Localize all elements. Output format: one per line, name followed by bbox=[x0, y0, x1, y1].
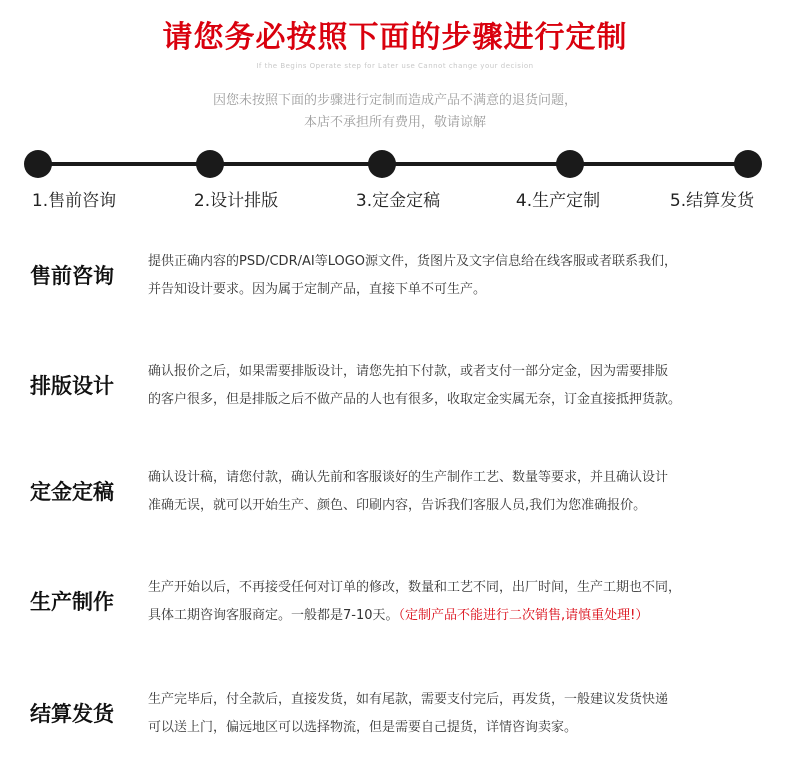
section-line: 并告知设计要求。因为属于定制产品，直接下单不可生产。 bbox=[148, 282, 487, 297]
notice-line-1: 因您未按照下面的步骤进行定制而造成产品不满意的退货问题， bbox=[212, 93, 577, 108]
section-line: 确认报价之后，如果需要排版设计，请您先拍下付款，或者支付一部分定金，因为需要排版 bbox=[148, 364, 669, 379]
section-body bbox=[148, 574, 768, 630]
section-line-text: 具体工期咨询客服商定。一般都是7-10天。 bbox=[148, 608, 399, 623]
notice-line-2: 本店不承担所有费用，敬请谅解 bbox=[303, 115, 486, 130]
section-title: 售前咨询 bbox=[30, 264, 114, 288]
step-label-3: 3.定金定稿 bbox=[355, 191, 441, 211]
section-line bbox=[148, 602, 768, 630]
step-label-2: 2.设计排版 bbox=[193, 191, 279, 211]
section-shipping bbox=[0, 686, 790, 766]
section-body bbox=[148, 686, 768, 742]
section-presale bbox=[0, 248, 790, 328]
section-deposit bbox=[0, 464, 790, 544]
section-line: 提供正确内容的PSD/CDR/AI等LOGO源文件，货图片及文字信息给在线客服或者联系我们， bbox=[148, 254, 678, 269]
timeline-dot-1 bbox=[24, 150, 52, 178]
step-label-4: 4.生产定制 bbox=[515, 191, 601, 211]
section-body bbox=[148, 248, 768, 304]
section-design bbox=[0, 358, 790, 438]
timeline-dot-2 bbox=[196, 150, 224, 178]
step-label-1: 1.售前咨询 bbox=[31, 191, 117, 211]
section-line: 的客户很多，但是排版之后不做产品的人也有很多，收取定金实属无奈，订金直接抵押货款。 bbox=[148, 392, 682, 407]
faint-subtitle: If the Begins Operate step for Later use Cannot change your decision bbox=[256, 62, 534, 70]
timeline-dot-4 bbox=[556, 150, 584, 178]
step-label-5: 5.结算发货 bbox=[669, 191, 755, 211]
timeline-dot-3 bbox=[368, 150, 396, 178]
warning-text: （定制产品不能进行二次销售,请慎重处理!） bbox=[398, 608, 649, 623]
timeline-dot-5 bbox=[734, 150, 762, 178]
section-title: 排版设计 bbox=[30, 374, 114, 398]
section-title: 生产制作 bbox=[30, 590, 114, 614]
section-title: 结算发货 bbox=[30, 702, 114, 726]
section-line: 确认设计稿，请您付款，确认先前和客服谈好的生产制作工艺、数量等要求，并且确认设计 bbox=[148, 470, 669, 485]
notice bbox=[0, 90, 790, 134]
section-line: 准确无误，就可以开始生产、颜色、印刷内容，告诉我们客服人员,我们为您准确报价。 bbox=[148, 498, 647, 513]
section-line: 生产完毕后，付全款后，直接发货，如有尾款，需要支付完后，再发货，一般建议发货快递 bbox=[148, 692, 669, 707]
section-title: 定金定稿 bbox=[30, 480, 114, 504]
headline: 请您务必按照下面的步骤进行定制 bbox=[162, 20, 628, 55]
section-body bbox=[148, 464, 768, 520]
section-production bbox=[0, 574, 790, 654]
section-line: 生产开始以后，不再接受任何对订单的修改，数量和工艺不同，出厂时间，生产工期也不同， bbox=[148, 580, 682, 595]
section-line: 可以送上门，偏远地区可以选择物流，但是需要自己提货，详情咨询卖家。 bbox=[148, 720, 578, 735]
section-body bbox=[148, 358, 768, 414]
